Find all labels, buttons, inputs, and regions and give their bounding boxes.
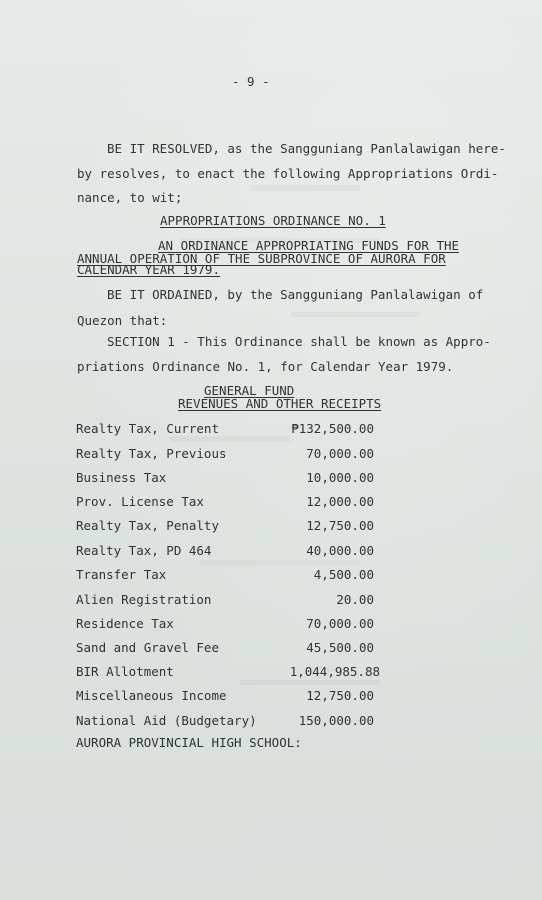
revenue-label: Transfer Tax: [76, 567, 167, 582]
revenue-amount: 150,000.00: [298, 713, 374, 728]
revenue-amount: 45,500.00: [306, 640, 374, 655]
section-1-line-2: priations Ordinance No. 1, for Calendar Year 1979.: [77, 359, 454, 374]
intro-line-1: BE IT RESOLVED, as the Sangguniang Panlalawigan here-: [107, 141, 506, 156]
section-1-line-1: SECTION 1 - This Ordinance shall be known as Appro-: [107, 334, 491, 349]
revenue-label: Sand and Gravel Fee: [76, 640, 219, 655]
revenue-label: Realty Tax, Penalty: [76, 518, 219, 533]
revenue-amount: 12,000.00: [306, 494, 374, 509]
fund-heading: GENERAL FUND: [204, 383, 295, 398]
revenue-amount: 12,750.00: [306, 518, 374, 533]
intro-line-2: by resolves, to enact the following Appropriations Ordi-: [77, 166, 499, 181]
revenue-amount: 70,000.00: [306, 446, 374, 461]
fund-subheading: REVENUES AND OTHER RECEIPTS: [178, 396, 382, 411]
revenue-label: Residence Tax: [76, 616, 174, 631]
revenue-amount: 70,000.00: [306, 616, 374, 631]
ordinance-subtitle-line-3: CALENDAR YEAR 1979.: [77, 262, 220, 277]
revenue-label: Business Tax: [76, 470, 167, 485]
ordained-line-2: Quezon that:: [77, 313, 168, 328]
revenue-amount: 10,000.00: [306, 470, 374, 485]
intro-line-3: nance, to wit;: [77, 190, 183, 205]
revenue-label: National Aid (Budgetary): [76, 713, 257, 728]
revenue-label: Realty Tax, Current: [76, 421, 219, 436]
ordained-line-1: BE IT ORDAINED, by the Sangguniang Panlalawigan of: [107, 287, 484, 302]
ordinance-subtitle-line-1: AN ORDINANCE APPROPRIATING FUNDS FOR THE: [158, 238, 460, 253]
revenue-amount: 12,750.00: [306, 688, 374, 703]
ordinance-title: APPROPRIATIONS ORDINANCE NO. 1: [160, 213, 386, 228]
revenue-label: Prov. License Tax: [76, 494, 204, 509]
revenue-amount: 1,044,985.88: [289, 664, 380, 679]
page-number: - 9 -: [232, 74, 270, 89]
revenue-label: Realty Tax, PD 464: [76, 543, 212, 558]
revenue-label: Miscellaneous Income: [76, 688, 227, 703]
revenue-amount: 40,000.00: [306, 543, 374, 558]
revenue-label: Realty Tax, Previous: [76, 446, 227, 461]
revenue-label: Alien Registration: [76, 592, 212, 607]
revenue-amount: 20.00: [336, 592, 374, 607]
ordinance-subtitle-line-2: ANNUAL OPERATION OF THE SUBPROVINCE OF AURORA FOR: [77, 251, 446, 266]
school-heading: AURORA PROVINCIAL HIGH SCHOOL:: [76, 735, 302, 750]
revenue-label: BIR Allotment: [76, 664, 174, 679]
revenue-amount: 4,500.00: [313, 567, 374, 582]
revenue-amount: ₱132,500.00: [291, 421, 374, 436]
